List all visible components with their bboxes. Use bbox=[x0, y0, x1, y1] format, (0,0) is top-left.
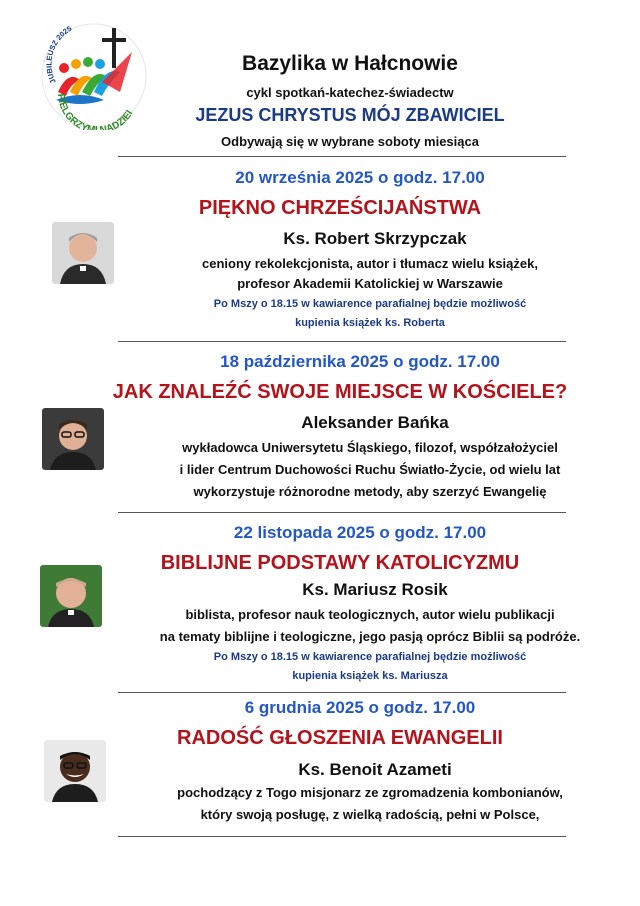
speaker-description-line: i lider Centrum Duchowości Ruchu Światło-Życie, od wielu lat bbox=[179, 462, 561, 477]
divider bbox=[118, 836, 566, 837]
event-date: 22 listopada 2025 o godz. 17.00 bbox=[233, 523, 487, 542]
divider bbox=[118, 692, 566, 693]
event-topic: PIĘKNO CHRZEŚCIJAŃSTWA bbox=[198, 197, 482, 219]
divider bbox=[118, 341, 566, 342]
jubilee-logo-icon bbox=[40, 22, 148, 130]
speaker-name: Aleksander Bańka bbox=[301, 413, 449, 432]
speaker-name: Ks. Mariusz Rosik bbox=[302, 580, 448, 599]
series-subtitle: cykl spotkań-katechez-świadectw bbox=[246, 85, 454, 100]
page-title: Bazylika w Hałcnowie bbox=[242, 52, 458, 75]
speaker-description-line: profesor Akademii Katolickiej w Warszawie bbox=[237, 276, 503, 291]
event-topic: BIBLIJNE PODSTAWY KATOLICYZMU bbox=[160, 552, 520, 574]
divider bbox=[118, 156, 566, 157]
speaker-name: Ks. Benoit Azameti bbox=[298, 760, 452, 779]
speaker-description-line: pochodzący z Togo misjonarz ze zgromadzenia kombonianów, bbox=[177, 785, 563, 800]
speaker-description-line: ceniony rekolekcjonista, autor i tłumacz wielu książek, bbox=[202, 256, 538, 271]
event-date: 18 października 2025 o godz. 17.00 bbox=[220, 352, 500, 371]
speaker-description-line: na tematy biblijne i teologiczne, jego pasją oprócz Biblii są podróże. bbox=[159, 629, 581, 644]
logo-bottom-text: PIELGRZYM ADZIEI bbox=[54, 93, 136, 130]
event-topic: RADOŚĆ GŁOSZENIA EWANGELII bbox=[177, 727, 503, 749]
speaker-description-line: wykorzystuje różnorodne metody, aby szerzyć Ewangelię bbox=[193, 484, 547, 499]
event-topic: JAK ZNALEŹĆ SWOJE MIEJSCE W KOŚCIELE? bbox=[112, 381, 568, 403]
speaker-description-line: biblista, profesor nauk teologicznych, autor wielu publikacji bbox=[185, 607, 555, 622]
speaker-description-line: wykładowca Uniwersytetu Śląskiego, filozof, współzałożyciel bbox=[182, 440, 558, 455]
speaker-name: Ks. Robert Skrzypczak bbox=[283, 229, 467, 248]
logo-top-text: JUBILEUSZ 2025 bbox=[44, 23, 74, 86]
jubilee-logo bbox=[40, 22, 148, 130]
event-date: 20 września 2025 o godz. 17.00 bbox=[235, 168, 485, 187]
schedule-note: Odbywają się w wybrane soboty miesiąca bbox=[221, 134, 479, 149]
event-extra-note: kupienia książek ks. Roberta bbox=[295, 317, 445, 329]
event-date: 6 grudnia 2025 o godz. 17.00 bbox=[244, 698, 476, 717]
event-extra-note: Po Mszy o 18.15 w kawiarence parafialnej będzie możliwość bbox=[213, 298, 527, 310]
event-extra-note: kupienia książek ks. Mariusza bbox=[292, 670, 448, 682]
divider bbox=[118, 512, 566, 513]
speaker-description-line: który swoją posługę, z wielką radością, pełni w Polsce, bbox=[200, 807, 540, 822]
series-title: JEZUS CHRYSTUS MÓJ ZBAWICIEL bbox=[195, 105, 505, 125]
event-extra-note: Po Mszy o 18.15 w kawiarence parafialnej będzie możliwość bbox=[213, 651, 527, 663]
